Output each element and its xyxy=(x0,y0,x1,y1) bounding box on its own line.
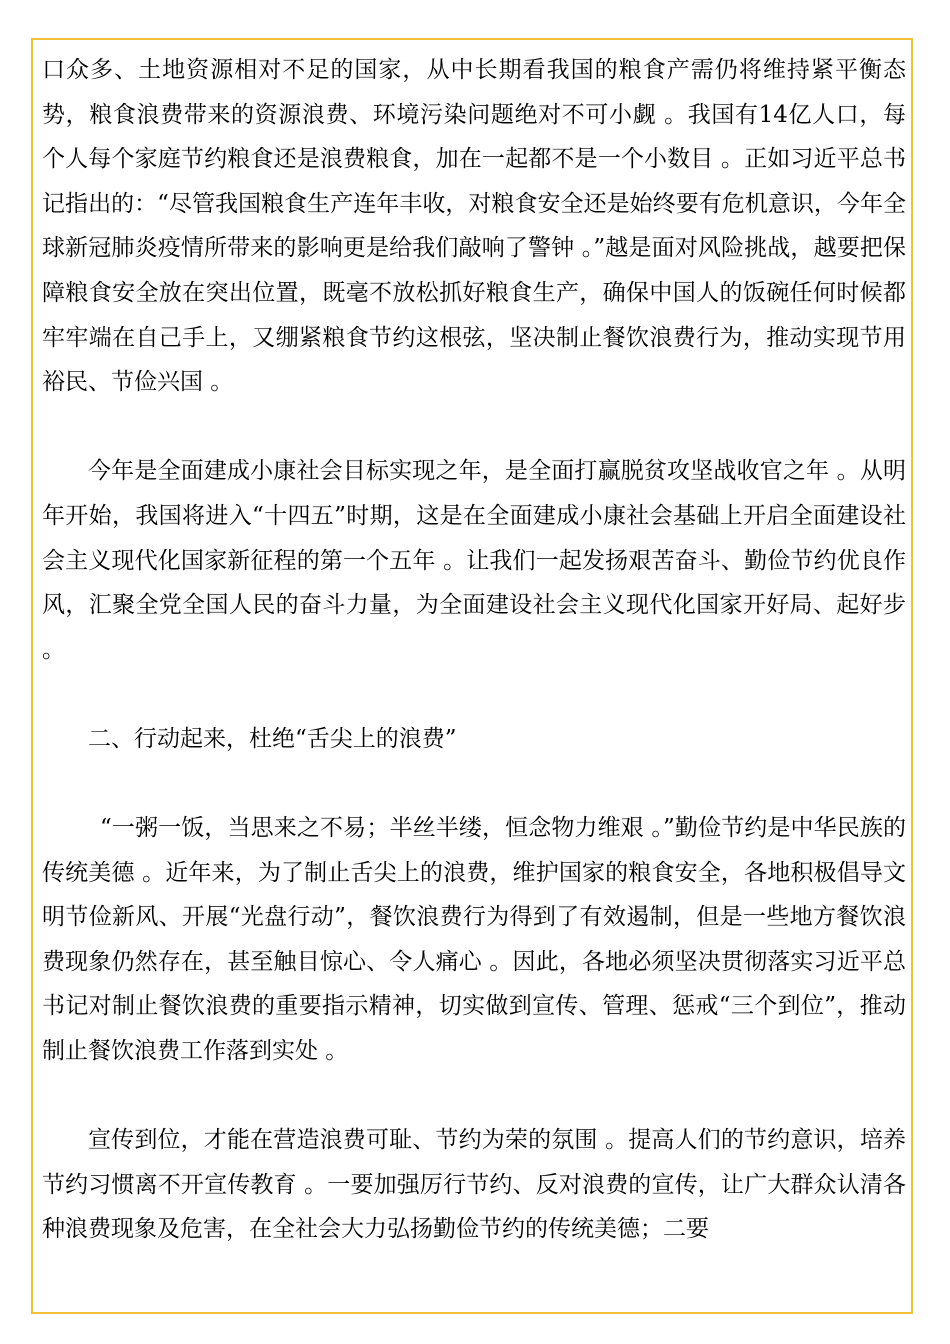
paragraph-gap xyxy=(42,762,906,807)
paragraph-xiaokang: 今年是全面建成小康社会目标实现之年，是全面打赢脱贫攻坚战收官之年 。从明年开始，我国将进入“十四五”时期，这是在全面建成小康社会基础上开启全面建设社会主义现代化国家新征程的第一个五年 。让我们一起发扬艰苦奋斗、勤俭节约优良作风，汇聚全党全国人民的奋斗力量，为全面建设社会主义现代化国家开好局、起好步 。 xyxy=(42,458,906,663)
paragraph-continuation: 口众多、土地资源相对不足的国家，从中长期看我国的粮食产需仍将维持紧平衡态势，粮食浪费带来的资源浪费、环境污染问题绝对不可小觑 。我国有14亿人口，每个人每个家庭节约粮食还是浪费粮食，加在一起都不是一个小数目 。正如习近平总书记指出的：“尽管我国粮食生产连年丰收，对粮食安全还是始终要有危机意识，今年全球新冠肺炎疫情所带来的影响更是给我们敲响了警钟 。”越是面对风险挑战，越要把保障粮食安全放在突出位置，既毫不放松抓好粮食生产，确保中国人的饭碗任何时候都牢牢端在自己手上，又绷紧粮食节约这根弦，坚决制止餐饮浪费行为，推动实现节用裕民、节俭兴国 。 xyxy=(42,57,906,396)
paragraph-gap xyxy=(42,405,906,450)
section-heading: 二、行动起来，杜绝“舌尖上的浪费” xyxy=(88,725,457,752)
document-body xyxy=(42,48,906,1252)
paragraph-quote: “一粥一饭，当思来之不易；半丝半缕，恒念物力维艰 。”勤俭节约是中华民族的传统美德 。近年来，为了制止舌尖上的浪费，维护国家的粮食安全，各地积极倡导文明节俭新风、开展“光盘行动”，餐饮浪费行为得到了有效遏制，但是一些地方餐饮浪费现象仍然存在，甚至触目惊心、令人痛心 。因此，各地必须坚决贯彻落实习近平总书记对制止餐饮浪费的重要指示精神，切实做到宣传、管理、惩戒“三个到位”，推动制止餐饮浪费工作落到实处 。 xyxy=(42,815,906,1065)
paragraph-gap xyxy=(42,672,906,717)
paragraph-publicity: 宣传到位，才能在营造浪费可耻、节约为荣的氛围 。提高人们的节约意识，培养节约习惯离不开宣传教育 。一要加强厉行节约、反对浪费的宣传，让广大群众认清各种浪费现象及危害，在全社会大力弘扬勤俭节约的传统美德；二要 xyxy=(42,1127,906,1243)
paragraph-gap xyxy=(42,1074,906,1119)
